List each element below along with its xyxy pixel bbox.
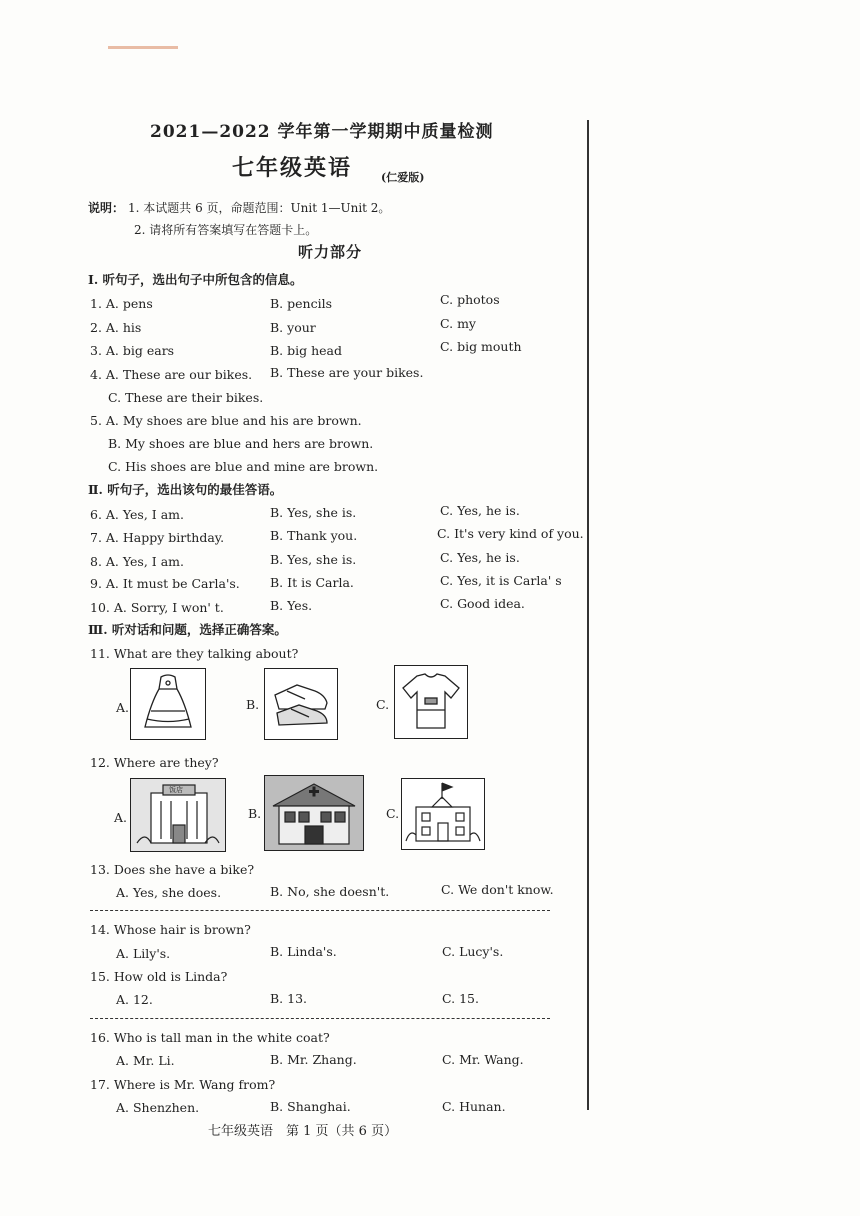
q13-option-b: B. No, she doesn't. (270, 884, 390, 899)
q1-option-b: B. pencils (270, 296, 332, 311)
q9-option-b: B. It is Carla. (270, 575, 354, 590)
q7-option-c: C. It's very kind of you. (437, 526, 584, 541)
q2-option-a: 2. A. his (90, 320, 142, 335)
q5-option-a: 5. A. My shoes are blue and his are brown. (90, 413, 362, 428)
page-footer: 七年级英语 第 1 页（共 6 页） (208, 1124, 398, 1139)
subject-title: 七年级英语 (232, 155, 353, 181)
q14-question: 14. Whose hair is brown? (90, 922, 251, 937)
exam-title: 2021—2022 学年第一学期期中质量检测 (150, 122, 494, 142)
note-label: 说明： (88, 201, 125, 215)
q17-option-c: C. Hunan. (442, 1099, 506, 1114)
q3-option-b: B. big head (270, 343, 343, 358)
q11-label-a: A. (116, 700, 130, 715)
q1-option-c: C. photos (440, 292, 500, 307)
q15-option-c: C. 15. (442, 991, 479, 1006)
hotel-sign: 饭店 (169, 786, 183, 794)
q13-option-a: A. Yes, she does. (116, 885, 222, 900)
q6-option-a: 6. A. Yes, I am. (90, 507, 184, 522)
q5-option-c: C. His shoes are blue and mine are brown. (108, 459, 379, 474)
q16-option-a: A. Mr. Li. (116, 1053, 175, 1068)
q17-question: 17. Where is Mr. Wang from? (90, 1077, 276, 1092)
q12-label-b: B. (248, 806, 262, 821)
section3-title: Ⅲ. 听对话和问题，选择正确答案。 (88, 622, 287, 637)
q8-option-b: B. Yes, she is. (270, 552, 357, 567)
section1-title: Ⅰ. 听句子，选出句子中所包含的信息。 (88, 272, 303, 287)
q4-option-a: 4. A. These are our bikes. (90, 367, 253, 382)
q17-option-b: B. Shanghai. (270, 1099, 351, 1114)
hospital-icon (264, 775, 364, 851)
school-icon (401, 778, 485, 850)
q13-question: 13. Does she have a bike? (90, 862, 255, 877)
q16-option-b: B. Mr. Zhang. (270, 1052, 357, 1067)
q7-option-b: B. Thank you. (270, 528, 358, 543)
scan-mark (108, 46, 178, 49)
q14-option-c: C. Lucy's. (442, 944, 504, 959)
q4-option-c: C. These are their bikes. (108, 390, 264, 405)
q2-option-b: B. your (270, 320, 316, 335)
q11-question: 11. What are they talking about? (90, 646, 299, 661)
q10-option-a: 10. A. Sorry, I won' t. (90, 600, 224, 615)
q8-option-c: C. Yes, he is. (440, 550, 520, 565)
q14-option-a: A. Lily's. (116, 946, 171, 961)
q10-option-b: B. Yes. (270, 598, 313, 613)
page-border-line (587, 120, 589, 1110)
q3-option-a: 3. A. big ears (90, 343, 175, 358)
section2-title: Ⅱ. 听句子，选出该句的最佳答语。 (88, 482, 283, 497)
shoes-icon (264, 668, 338, 740)
q6-option-b: B. Yes, she is. (270, 505, 357, 520)
q6-option-c: C. Yes, he is. (440, 503, 520, 518)
q4-option-b: B. These are your bikes. (270, 365, 424, 380)
q15-option-b: B. 13. (270, 991, 308, 1006)
note-1: 1. 本试题共 6 页，命题范围：Unit 1—Unit 2。 (128, 201, 391, 215)
q12-question: 12. Where are they? (90, 755, 219, 770)
q17-option-a: A. Shenzhen. (116, 1100, 200, 1115)
dress-icon (130, 668, 206, 740)
q9-option-c: C. Yes, it is Carla' s (440, 573, 562, 588)
q12-label-a: A. (114, 810, 128, 825)
tshirt-icon (394, 665, 468, 739)
q8-option-a: 8. A. Yes, I am. (90, 554, 184, 569)
q2-option-c: C. my (440, 316, 476, 331)
q5-option-b: B. My shoes are blue and hers are brown. (108, 436, 374, 451)
q16-question: 16. Who is tall man in the white coat? (90, 1030, 330, 1045)
dashed-divider (90, 910, 550, 911)
q11-label-c: C. (376, 697, 390, 712)
q12-label-c: C. (386, 806, 400, 821)
edition-label: (仁爱版) (381, 171, 425, 184)
q13-option-c: C. We don't know. (441, 882, 554, 897)
dashed-divider (90, 1018, 550, 1019)
q11-label-b: B. (246, 697, 260, 712)
note-2: 2. 请将所有答案填写在答题卡上。 (134, 223, 318, 237)
q3-option-c: C. big mouth (440, 339, 522, 354)
q10-option-c: C. Good idea. (440, 596, 525, 611)
q16-option-c: C. Mr. Wang. (442, 1052, 524, 1067)
q15-option-a: A. 12. (116, 992, 153, 1007)
q1-option-a: 1. A. pens (90, 296, 153, 311)
hotel-icon (130, 778, 226, 852)
q7-option-a: 7. A. Happy birthday. (90, 530, 225, 545)
q9-option-a: 9. A. It must be Carla's. (90, 576, 240, 591)
q14-option-b: B. Linda's. (270, 944, 337, 959)
q15-question: 15. How old is Linda? (90, 969, 228, 984)
listening-title: 听力部分 (298, 243, 363, 261)
